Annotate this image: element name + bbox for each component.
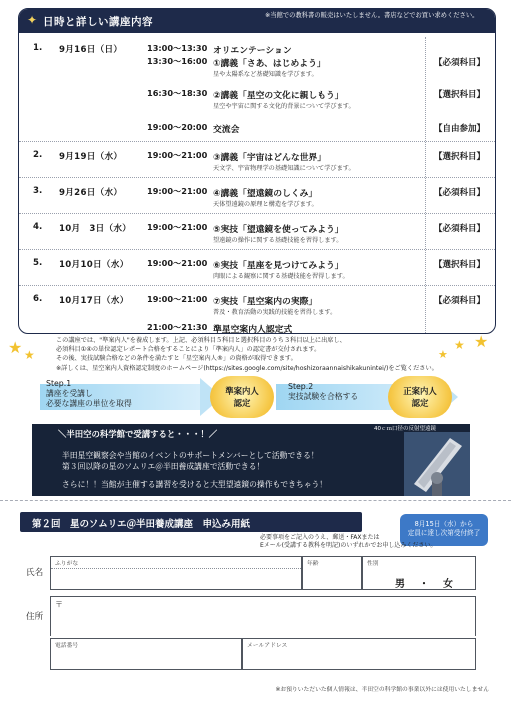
schedule-row [19, 141, 495, 177]
session-desc: 星空や宇宙に関する文化的背景について学びます。 [213, 103, 355, 110]
schedule-row [19, 177, 495, 213]
session-time: 19:00〜21:00 [147, 258, 208, 268]
age-field[interactable] [302, 556, 362, 590]
email-field[interactable] [242, 638, 476, 670]
row-number: 1. [33, 43, 43, 53]
address-field[interactable] [50, 596, 476, 636]
row-date: 10月17日（水） [59, 296, 129, 306]
deadline-line: 8月15日（水）から [414, 520, 474, 528]
note-line: 必須科目①④の単位認定レポート合格をすることにより「準案内人」の認定書が交付されます。 [56, 345, 321, 353]
form-title: 第２回 星のソムリエ＠半田養成講座 申込み用紙 [32, 519, 251, 530]
session-desc: 星や太陽系など基礎知識を学びます。 [213, 71, 318, 78]
badge-line: 認定 [233, 398, 251, 408]
row-date: 9月16日（日） [59, 45, 123, 55]
phone-field[interactable] [50, 638, 242, 670]
subject-tag: 【必須科目】 [433, 296, 485, 306]
email-label: メールアドレス [247, 643, 288, 649]
subject-tag: 【必須科目】 [433, 58, 485, 68]
session-title: ⑤実技「望遠鏡を使ってみよう」 [213, 225, 344, 235]
telescope-caption: 40ｃｍ口径の反射望遠鏡 [374, 426, 436, 432]
session-time: 13:00〜13:30 [147, 43, 208, 53]
banner-heading: ＼半田空の科学館で受講すると・・・！／ [58, 429, 218, 439]
star-icon: ★ [24, 348, 35, 362]
session-title: ⑦実技「星空案内の実際」 [213, 297, 318, 307]
schedule-row [19, 37, 495, 139]
gender-label: 性別 [367, 561, 379, 567]
schedule-row [19, 249, 495, 285]
row-number: 6. [33, 294, 43, 304]
instruction-line: 必要事項をご記入のうえ、郵送・FAXまたは [260, 534, 380, 541]
star-icon: ★ ★ [8, 338, 35, 362]
star-icon: ★ [438, 348, 448, 361]
session-time: 16:30〜18:30 [147, 88, 208, 98]
instruction-line: Eメール(受講する教科を明記)のいずれかでお申し込みください。 [260, 542, 437, 549]
row-date: 9月26日（水） [59, 188, 123, 198]
step2-text [288, 382, 358, 402]
session-time: 19:00〜20:00 [147, 122, 208, 132]
certification-flow [40, 376, 480, 418]
session-time: 19:00〜21:00 [147, 294, 208, 304]
cut-line [0, 500, 511, 501]
full-guide-badge [388, 376, 452, 418]
telescope-photo [404, 432, 470, 496]
session-time: 19:00〜21:00 [147, 150, 208, 160]
session-desc: 望遠鏡の操作に関する基礎技能を習得します。 [213, 237, 343, 244]
banner-line: 半田星空観察会や当館のイベントのサポートメンバーとして活動できる！ [62, 451, 319, 460]
telescope-icon [404, 432, 470, 496]
badge-line: 認定 [411, 398, 429, 408]
row-date: 10月10日（水） [59, 260, 129, 270]
session-time: 21:00〜21:30 [147, 322, 208, 332]
benefits-banner [32, 424, 470, 496]
junior-guide-badge [210, 376, 274, 418]
step2-line: 実技試験を合格する [288, 392, 359, 401]
schedule-row [19, 213, 495, 249]
schedule-header [19, 9, 495, 33]
address-label: 住所 [26, 612, 44, 622]
row-date: 9月19日（水） [59, 152, 123, 162]
session-desc: 天体望遠鏡の原理と構造を学びます。 [213, 201, 318, 208]
session-title: 準星空案内人認定式 [213, 325, 293, 334]
session-time: 19:00〜21:00 [147, 222, 208, 232]
schedule-box [18, 8, 496, 334]
schedule-title: 日時と詳しい講座内容 [43, 16, 153, 28]
subject-tag: 【選択科目】 [433, 260, 485, 270]
session-title: ①講義「さあ、はじめよう」 [213, 59, 326, 69]
badge-line: 正案内人 [403, 386, 437, 396]
step1-text [46, 379, 132, 409]
age-label: 年齢 [307, 561, 319, 567]
subject-tag: 【選択科目】 [433, 152, 485, 162]
row-number: 3. [33, 186, 43, 196]
session-title: ③講義「宇宙はどんな世界」 [213, 153, 327, 163]
sparkle-icon: ✦ [27, 13, 38, 27]
name-label: 氏名 [26, 568, 44, 578]
session-time: 13:30〜16:00 [147, 56, 208, 66]
star-icon: ★ ★ ★ [438, 332, 489, 361]
form-header [20, 512, 362, 532]
postal-mark: 〒 [55, 600, 63, 609]
step2-label: Step.2 [288, 382, 314, 391]
column-divider [425, 37, 426, 334]
session-desc: 普及・教育活動の実践的技能を習得します。 [213, 309, 337, 316]
session-title: ④講義「望遠鏡のしくみ」 [213, 189, 318, 199]
session-title: 交流会 [213, 125, 240, 135]
gender-field[interactable] [362, 556, 476, 590]
row-number: 2. [33, 150, 43, 160]
star-icon: ★ [474, 332, 489, 351]
note-line: この講座では、"準案内人"を養成します。上記、必須科目５科目と選択科目のうち３科目以上に出席し、 [56, 337, 346, 344]
privacy-note: ※お預りいただいた個人情報は、半田空の科学館の事業以外には使用いたしません [275, 687, 489, 693]
session-title: オリエンテーション [213, 46, 292, 56]
session-title: ⑥実技「星座を見つけてみよう」 [213, 261, 344, 271]
schedule-row [19, 285, 495, 334]
session-title: ②講義「星空の文化に親しもう」 [213, 91, 344, 101]
row-number: 4. [33, 222, 43, 232]
badge-line: 準案内人 [225, 386, 259, 396]
banner-line: さらに！！当館が主催する講習を受けると大型望遠鏡の操作もできちゃう！ [62, 480, 328, 489]
step1-label: Step.1 [46, 379, 72, 388]
phone-label: 電話番号 [55, 643, 79, 649]
textbook-note: ※当館での教科書の販売はいたしません。書店などでお買い求めください。 [265, 12, 479, 19]
furigana-label: ふりがな [55, 561, 79, 567]
course-notes [56, 337, 456, 374]
application-instructions [260, 534, 436, 550]
banner-line: 第３回以降の星のソムリエ＠半田養成講座で活動できる！ [62, 462, 265, 471]
subject-tag: 【選択科目】 [433, 90, 485, 100]
note-line: その後、実技試験合格などの条件を満たすと「星空案内人®」の資格が取得できます。 [56, 354, 297, 362]
session-desc: 天文学、宇宙物理学の基礎知識について学びます。 [213, 165, 355, 172]
note-url-line: ※詳しくは、星空案内人資格認定制度のホームページ(https://sites.google.com/site/hoshizoraannaishikakunintei/)をご覧ください。 [56, 365, 438, 373]
subject-tag: 【自由参加】 [433, 124, 485, 134]
session-desc: 肉眼による観察に関する基礎技能を習得します。 [213, 273, 349, 280]
row-date: 10月 3日（水） [59, 224, 132, 234]
step1-line: 必要な講座の単位を取得 [46, 399, 132, 408]
gender-options[interactable]: 男 ・ 女 [395, 579, 455, 590]
session-time: 19:00〜21:00 [147, 186, 208, 196]
row-number: 5. [33, 258, 43, 268]
furigana-divider [51, 568, 301, 569]
subject-tag: 【必須科目】 [433, 188, 485, 198]
subject-tag: 【必須科目】 [433, 224, 485, 234]
deadline-line: 定員に達し次第受付終了 [407, 529, 481, 537]
step1-line: 講座を受講し [46, 389, 93, 398]
name-field[interactable] [50, 556, 302, 590]
